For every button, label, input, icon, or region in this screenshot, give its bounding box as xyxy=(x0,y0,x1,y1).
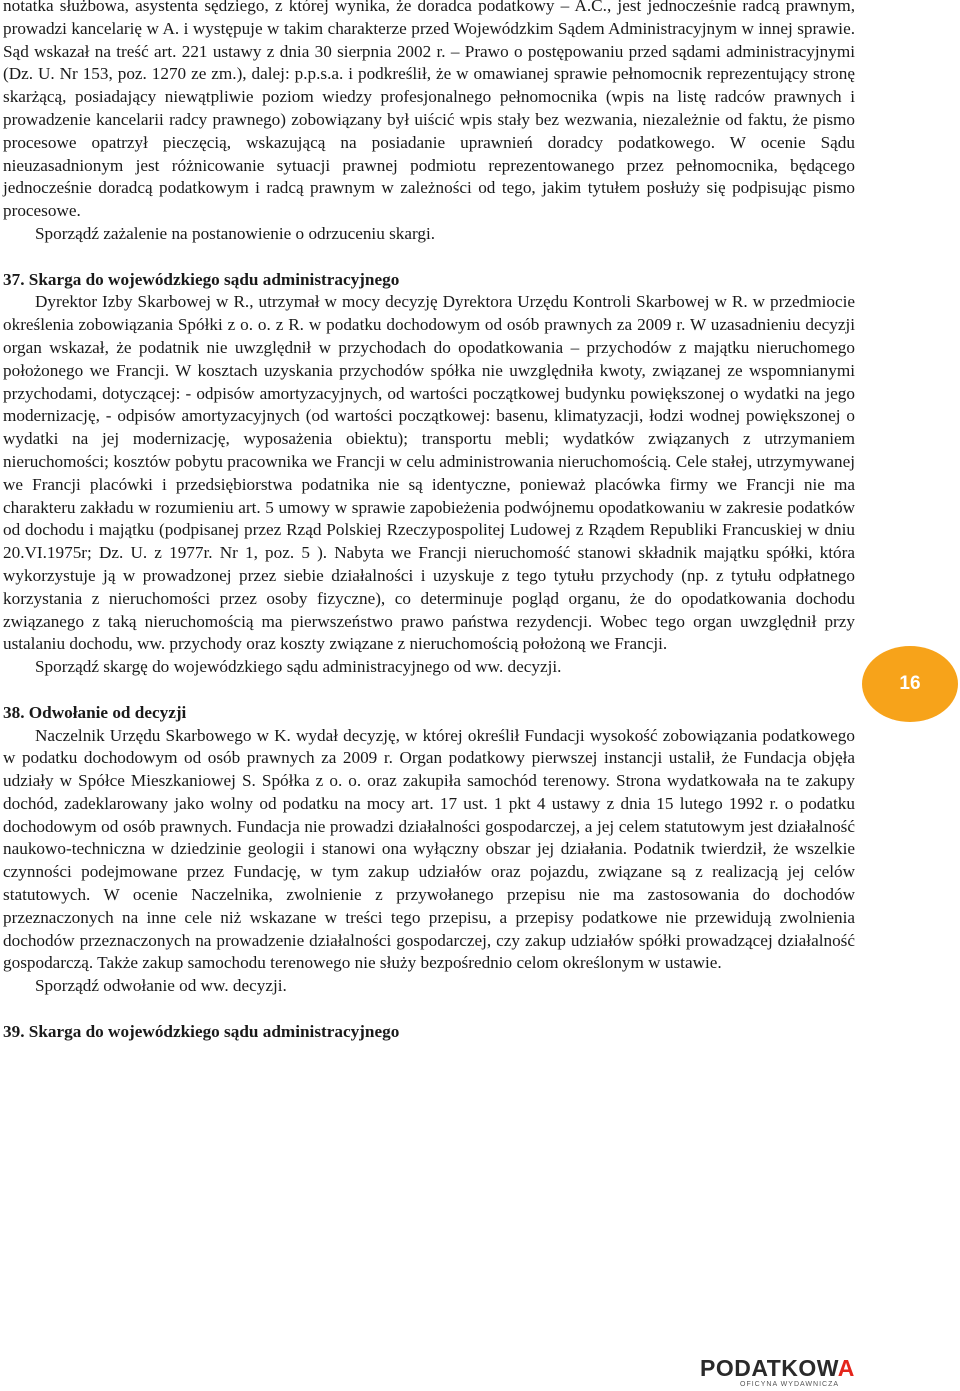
intro-paragraph: notatka służbowa, asystenta sędziego, z której wynika, że doradca podatkowy – A.C., jest jednocześnie radcą prawnym, prowadzi kancelarię w A. i występuje w takim charakterze przed Wojewódzkim Sądem Administracyjnym w innej sprawie. Sąd wskazał na treść art. 221 ustawy z dnia 30 sierpnia 2002 r. – Prawo o postępowaniu przed sądami administracyjnymi (Dz. U. Nr 153, poz. 1270 ze zm.), dalej: p.p.s.a. i podkreślił, że w omawianej sprawie pełnomocnik reprezentujący stronę skarżącą, posiadający niewątpliwie poziom wiedzy profesjonalnego pełnomocnika (wpis na listę radców prawnych i prowadzenie kancelarii radcy prawnego) zobowiązany był uiścić wpis stały bez wezwania, niezależnie od faktu, że pismo procesowe opatrzył pieczęcią, wskazującą na posiadanie uprawnień doradcy podatkowego. W ocenie Sądu nieuzasadnionym jest różnicowanie sytuacji prawnej podmiotu reprezentowanego przez pełnomocnika, będącego jednocześnie doradcą podatkowym i radcą prawnym w zależności od tego, jakim tytułem posłuży się podpisując pismo procesowe. xyxy=(3,0,855,221)
section-38-title: 38. Odwołanie od decyzji xyxy=(3,702,187,722)
logo-subtitle: OFICYNA WYDAWNICZA xyxy=(740,1381,840,1388)
section-gap xyxy=(3,998,855,1021)
intro-task: Sporządź zażalenie na postanowienie o odrzuceniu skargi. xyxy=(35,223,436,243)
section-39-title: 39. Skarga do wojewódzkiego sądu administracyjnego xyxy=(3,1021,400,1041)
publisher-logo xyxy=(700,1355,860,1389)
logo-word-start: PODATKOW xyxy=(700,1355,838,1381)
page-number-badge xyxy=(862,646,958,722)
section-38-body: Naczelnik Urzędu Skarbowego w K. wydał decyzję, w której określił Fundacji wysokość zobowiązania podatkowego w podatku dochodowym od osób prawnych za 2009 r. Organ podatkowy pierwszej instancji ustalił, że Fundacja objęła udziały w Spółce Mieszkaniowej S. Spółka z o. o. oraz zakupiła samochód terenowy. Strona wydatkowała na te zakupy dochód, zadeklarowany jako wolny od podatku na mocy art. 17 ust. 1 pkt 4 ustawy z dnia 15 lutego 1992 r. o podatku dochodowym od osób prawnych. Fundacja nie prowadzi działalności gospodarczej, a jej celem statutowym jest działalność naukowo-techniczna w dziedzinie geologii i stanowi ona wyłączny obszar jej działania. Podatnik twierdził, że wszelkie czynności podejmowane przez Fundację, w tym zakup udziałów oraz pojazdu, związane są z realizacją jej celów statutowych. W ocenie Naczelnika, zwolnienie z przywołanego przepisu nie ma zastosowania do dochodów przeznaczonych na inne cele niż wskazane w treści tego przepisu, a przepisy podatkowe nie przewidują zwolnienia dochodów przeznaczonych na prowadzenie działalności gospodarczej, czy zakup udziałów spółki prowadzącej działalność gospodarczą. Także zakup samochodu terenowego nie służy bezpośrednio celom określonym w ustawie. xyxy=(3,725,855,973)
section-gap xyxy=(3,679,855,702)
section-38-task: Sporządź odwołanie od ww. decyzji. xyxy=(35,976,287,996)
section-37-task: Sporządź skargę do wojewódzkiego sądu administracyjnego od ww. decyzji. xyxy=(35,657,562,677)
page-number: 16 xyxy=(899,673,921,694)
section-gap xyxy=(3,246,855,269)
section-37-title: 37. Skarga do wojewódzkiego sądu administracyjnego xyxy=(3,269,400,289)
logo-word-end: A xyxy=(837,1355,855,1381)
document-body xyxy=(3,0,855,1044)
section-37-body: Dyrektor Izby Skarbowej w R., utrzymał w mocy decyzję Dyrektora Urzędu Kontroli Skarbowej w R. w przedmiocie określenia zobowiązania Spółki z o. o. z R. w podatku dochodowym od osób prawnych za 2009 r. W uzasadnieniu decyzji organ wskazał, że podatnik nie uwzględnił w przychodach do opodatkowania – przychodów z majątku nieruchomego położonego we Francji. W kosztach uzyskania przychodów spółka nie uwzględniła kwoty, związanej ze wspomnianymi przychodami, dotyczącej: - odpisów amortyzacyjnych, od wartości początkowej budynku powiększonej o wydatki na jego modernizację, - odpisów amortyzacyjnych (od wartości początkowej: basenu, klimatyzacji, łodzi wodnej powiększonej o wydatki na jej modernizację, wyposażenia obiektu); transportu mebli; wydatków związanych z utrzymaniem nieruchomości; kosztów pobytu pracownika we Francji w celu administrowania nieruchomością. Cele stałej, utrzymywanej we Francji placówki i przedsiębiorstwa podatnika nie są identyczne, ponieważ placówka firmy we Francji nie ma charakteru zakładu w rozumieniu art. 5 umowy w sprawie zapobieżenia podwójnemu opodatkowaniu w zakresie podatków od dochodu i majątku (podpisanej przez Rząd Polskiej Rzeczypospolitej Ludowej z Rządem Republiki Francuskiej w dniu 20.VI.1975r; Dz. U. z 1977r. Nr 1, poz. 5 ). Nabyta we Francji nieruchomość stanowi składnik majątku spółki, która wykorzystuje ją w prowadzonej przez siebie działalności i uzyskuje z tego tytułu przychody (np. z tytułu odpłatnego korzystania z nieruchomości przez osoby fizyczne), co determinuje pogląd organu, że do opodatkowania dochodu związanego z taką nieruchomością ma pierwszeństwo prawo państwa rezydencji. Wobec tego organ uwzględnił przy ustalaniu dochodu, ww. przychody oraz koszty związane z nieruchomością położoną we Francji. xyxy=(3,292,855,654)
logo-wordmark xyxy=(700,1355,855,1381)
